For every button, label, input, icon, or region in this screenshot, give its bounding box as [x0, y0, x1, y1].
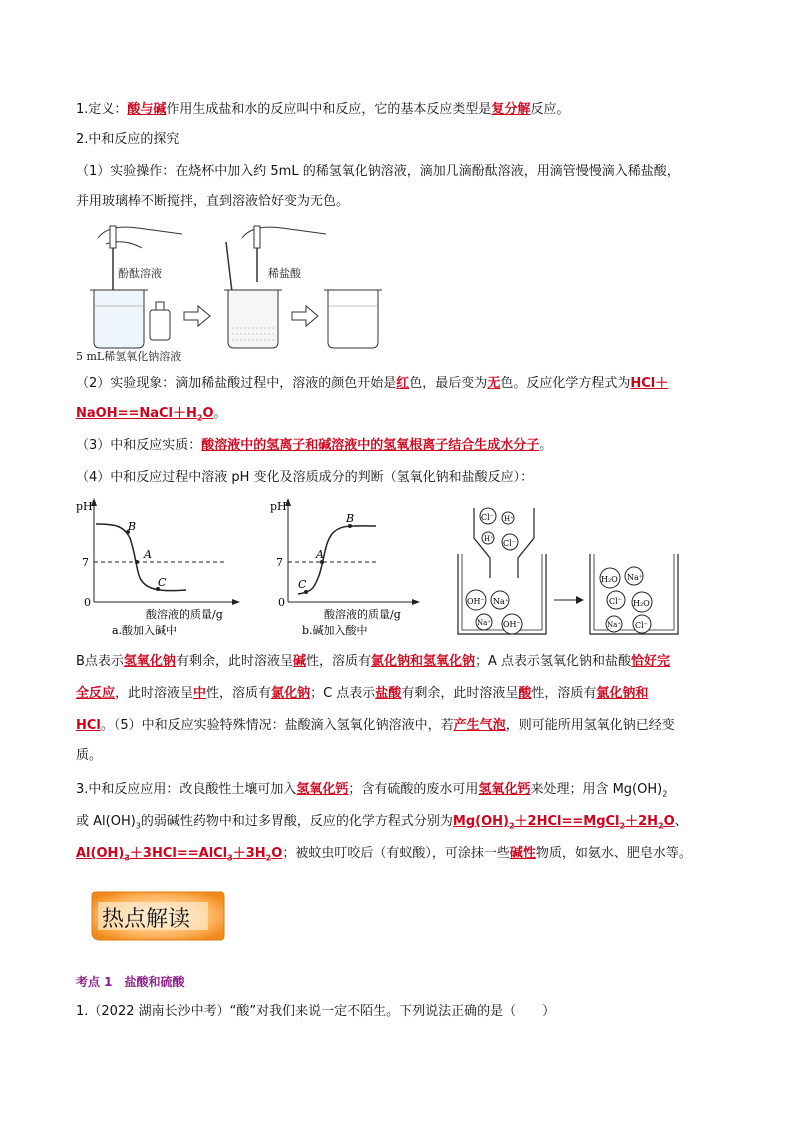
text: ；C 点表示 — [310, 686, 376, 701]
answer-text: 恰好完 — [631, 654, 671, 669]
point-label-c: C — [298, 578, 307, 591]
answer-text: 盐酸 — [375, 686, 402, 701]
operation-line-1: （1）实验操作：在烧杯中加入约 5mL 的稀氢氧化钠溶液，滴加几滴酚酞溶液，用滴管慢慢滴入稀盐酸， — [76, 164, 680, 179]
answer-text: 全反应 — [76, 686, 116, 701]
text: ，此时溶液呈 — [115, 686, 194, 701]
graph-caption: b.碱加入酸中 — [302, 624, 368, 637]
tick-label-0: 0 — [278, 596, 285, 609]
answer-text: 红 — [396, 376, 410, 391]
y-axis-label: pH — [76, 500, 93, 513]
equation-text: ＋2HCl==MgCl — [514, 814, 620, 829]
analysis-line-3 — [76, 716, 736, 736]
text: 。（5）中和反应实验特殊情况：盐酸滴入氢氧化钠溶液中，若 — [100, 718, 454, 733]
ion-label: Cl⁻ — [635, 621, 648, 630]
answer-text: 氯化钠和 — [596, 686, 649, 701]
application-line-2 — [76, 812, 736, 837]
subscript: 2 — [508, 821, 515, 831]
text: 。 — [539, 438, 553, 453]
text: 色。反应化学方程式为 — [500, 376, 631, 391]
graph-a — [76, 498, 240, 637]
text: ；A 点表示氢氧化钠和盐酸 — [475, 654, 632, 669]
experiment-figure — [76, 218, 396, 366]
application-line-3 — [76, 844, 736, 869]
operation-line-2: 并用玻璃棒不断搅拌，直到溶液恰好变为无色。 — [76, 194, 350, 209]
text: 3.中和反应应用：改良酸性土壤可加入 — [76, 782, 297, 797]
equation-text: NaOH==NaCl＋H — [76, 406, 197, 421]
answer-text: 酸与碱 — [127, 102, 167, 117]
tick-label-0: 0 — [84, 596, 91, 609]
point-label-a: A — [144, 548, 152, 561]
text: 物质，如氨水、肥皂水等。 — [535, 846, 692, 861]
ion-label: H⁺ — [504, 515, 514, 523]
ion-label: Na⁺ — [627, 573, 643, 582]
answer-text: HCl — [76, 718, 101, 733]
x-axis-label: 酸溶液的质量/g — [146, 608, 223, 621]
answer-text: 无 — [487, 376, 501, 391]
question-1: 1.（2022 湖南长沙中考）“酸”对我们来说一定不陌生。下列说法正确的是（ ） — [76, 1004, 556, 1019]
point-label-c: C — [158, 576, 167, 589]
ion-label: Cl⁻ — [503, 539, 516, 548]
text: 作用生成盐和水的反应叫中和反应，它的基本反应类型是 — [166, 102, 492, 117]
answer-text: 产生气泡 — [453, 718, 506, 733]
text: 有剩余，此时溶液呈 — [401, 686, 519, 701]
text: ；被蚊虫叮咬后（有蚁酸），可涂抹一些 — [282, 846, 510, 861]
ion-label: H⁺ — [484, 535, 494, 543]
tick-label-7: 7 — [82, 556, 89, 569]
molecule-label: H₂O — [633, 599, 650, 608]
subscript: 2 — [619, 821, 626, 831]
equation-text: O — [271, 846, 283, 861]
answer-text: 中 — [193, 686, 207, 701]
answer-text: 复分解 — [491, 102, 531, 117]
text: 色，最后变为 — [409, 376, 488, 391]
label-naoh-solution: 5 mL稀氢氧化钠溶液 — [76, 350, 182, 363]
x-axis-label: 酸溶液的质量/g — [324, 608, 401, 621]
analysis-line-1 — [76, 652, 736, 672]
point-label-a: A — [316, 548, 324, 561]
equation-text: ＋3H — [232, 846, 266, 861]
subscript: 2 — [196, 413, 203, 423]
label-phenolphthalein: 酚酞溶液 — [118, 267, 162, 280]
label-dilute-hcl: 稀盐酸 — [268, 267, 301, 280]
text: 、 — [674, 814, 688, 829]
particle-diagram — [458, 508, 678, 634]
equation-text: ＋2H — [625, 814, 659, 829]
subscript: 2 — [658, 821, 664, 831]
text: （2）实验现象：滴加稀盐酸过程中，溶液的颜色开始是 — [76, 376, 397, 391]
equation-text: HCl＋ — [630, 376, 669, 391]
text: 1.定义： — [76, 102, 128, 117]
ion-label: Na⁺ — [493, 597, 509, 606]
equation-text: O — [202, 406, 214, 421]
ion-label: OH⁻ — [503, 620, 521, 629]
graph-caption: a.酸加入碱中 — [112, 624, 178, 637]
subscript: 2 — [662, 789, 668, 799]
point-label-b: B — [346, 512, 355, 525]
text: 性，溶质有 — [531, 686, 597, 701]
ion-label: OH⁻ — [467, 597, 485, 606]
answer-text: 氯化钠和氢氧化钠 — [370, 654, 475, 669]
ion-label: Cl⁻ — [481, 513, 494, 522]
ion-label: Na⁺ — [607, 621, 621, 629]
equation-text: Mg(OH) — [452, 814, 509, 829]
ph-judgement-line: （4）中和反应过程中溶液 pH 变化及溶质成分的判断（氢氧化钠和盐酸反应）： — [76, 470, 534, 485]
hot-topic-banner — [88, 890, 228, 946]
essence-line — [76, 436, 736, 456]
text: B点表示 — [76, 654, 124, 669]
text: 有剩余，此时溶液呈 — [175, 654, 293, 669]
answer-text: 酸 — [518, 686, 532, 701]
equation-text: ＋3HCl==AlCl — [129, 846, 228, 861]
subscript: 3 — [227, 853, 233, 863]
text: 来处理；用含 Mg(OH) — [530, 782, 663, 797]
text: （3）中和反应实质： — [76, 438, 202, 453]
answer-text: 氢氧化钙 — [478, 782, 531, 797]
application-line-1 — [76, 780, 736, 805]
text: 或 Al(OH) — [76, 814, 136, 829]
text: 。 — [213, 406, 227, 421]
topic-heading: 考点 1 盐酸和硫酸 — [76, 975, 185, 989]
text: 的弱碱性药物中和过多胃酸，反应的化学方程式分别为 — [140, 814, 453, 829]
point-label-b: B — [128, 520, 137, 533]
answer-text: 碱性 — [509, 846, 536, 861]
phenomenon-line-2 — [76, 404, 736, 429]
y-axis-label: pH — [270, 500, 287, 513]
answer-text: 氢氧化钠 — [123, 654, 176, 669]
answer-text: 酸溶液中的氢离子和碱溶液中的氢氧根离子结合生成水分子 — [201, 438, 540, 453]
subscript: 3 — [135, 821, 141, 831]
ion-label: Cl⁻ — [609, 597, 622, 606]
equation-text: Al(OH) — [76, 846, 125, 861]
subscript: 3 — [124, 853, 130, 863]
phenomenon-line-1 — [76, 374, 736, 394]
subscript: 2 — [265, 853, 272, 863]
text: ；含有硫酸的废水可用 — [348, 782, 479, 797]
answer-text: 氯化钠 — [271, 686, 311, 701]
definition-paragraph — [76, 100, 736, 120]
text: ，则可能所用氢氧化钠已经变 — [505, 718, 675, 733]
analysis-line-2 — [76, 684, 736, 704]
tick-label-7: 7 — [276, 556, 283, 569]
equation-text: O — [663, 814, 675, 829]
analysis-line-4: 质。 — [76, 748, 103, 763]
ion-label: Na⁺ — [477, 619, 491, 627]
molecule-label: H₂O — [601, 575, 618, 584]
banner-title: 热点解读 — [102, 907, 191, 932]
answer-text: 氢氧化钙 — [296, 782, 349, 797]
text: 性，溶质有 — [206, 686, 272, 701]
text: 性，溶质有 — [305, 654, 371, 669]
section-title: 2.中和反应的探究 — [76, 132, 180, 147]
text: 反应。 — [530, 102, 570, 117]
ph-graphs-figure — [76, 494, 736, 644]
graph-b — [270, 498, 420, 637]
answer-text: 碱 — [292, 654, 306, 669]
